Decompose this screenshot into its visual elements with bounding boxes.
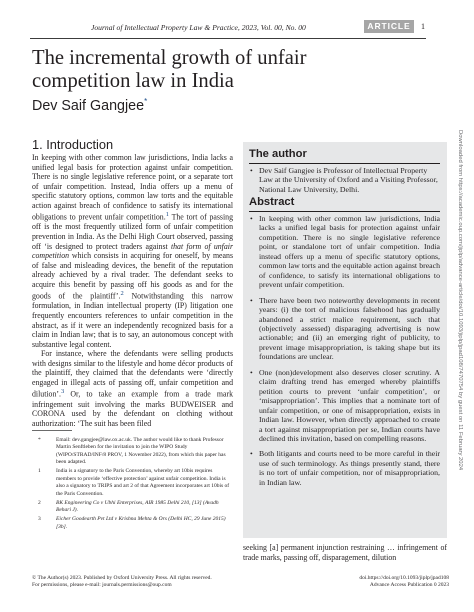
running-head: Journal of Intellectual Property Law & Practice, 2023, Vol. 00, No. 00 xyxy=(91,23,306,32)
copyright-line: © The Author(s) 2023. Published by Oxford University Press. All rights reserved. xyxy=(32,575,212,581)
introduction-body xyxy=(32,153,233,428)
footnote-item xyxy=(32,516,232,531)
advance-access-line: Advance Access Publication 0 2023 xyxy=(369,582,449,589)
footnote-ref-2[interactable]: 2 xyxy=(120,290,124,298)
text-run: Or, to take an example from a trade mark infringement suit involving the marks BUDWEISER and CORONA used by the defendant on clothing without authorization: ‘The suit has been filed xyxy=(32,389,233,428)
footnote-number: 2 xyxy=(38,499,41,506)
emphasis-text: that form of unfair competition xyxy=(32,241,233,261)
bullet-icon: • xyxy=(250,449,253,459)
abstract-item-text: One (non)development also deserves closer scrutiny. A claim drafting trend has emerged whereby plaintiffs petition courts to prevent ‘unfair competition’, or ‘misappropriation’. This implies that a nominate tort of unfair competition, or one of misappropriation, exists in Indian law. However, when directly approached to create a tort against misappropriation per se, Indian courts have declined this invitation, based on compelling reasons. xyxy=(259,367,440,443)
bullet-icon: • xyxy=(250,367,253,377)
section-heading-introduction: 1. Introduction xyxy=(32,137,114,152)
header-rule xyxy=(30,38,426,39)
author-box-heading: The author xyxy=(249,148,307,160)
footnote-rule xyxy=(32,430,72,431)
text-run: For instance, where the defendants were selling products with designs similar to the lifestyle and home décor products of the plaintiff, they claimed that the defendants were ‘directly engaged in illegal acts of passing off, unfair competition and dilution’. xyxy=(32,349,233,399)
doi-link[interactable]: doi.https://doi.org/10.1093/jiplp/jpad108 xyxy=(359,575,449,581)
footnote-item xyxy=(32,500,232,515)
download-stamp xyxy=(453,130,465,520)
abstract-heading: Abstract xyxy=(249,196,295,208)
footnote-text: Eicher Goodearth Pvt Ltd v Krishna Mehta & Ors (Delhi HC, 29 June 2015) [3b]. xyxy=(56,516,226,530)
doi-block xyxy=(341,575,449,590)
footnote-item xyxy=(32,468,232,498)
author-bio-text: Dev Saif Gangjee is Professor of Intellectual Property Law at the University of Oxford and a Visiting Professor, National Law University, Delhi. xyxy=(259,166,438,194)
bullet-icon: • xyxy=(250,214,253,223)
download-stamp-text: Downloaded from https://academic.oup.com/jiplp/advance-article/doi/10.1093/jiplp/jpad108/7470754 by guest on 11 February 2024 xyxy=(457,130,463,471)
permissions-line[interactable]: For permissions, please e-mail: journals.permissions@oup.com xyxy=(32,582,172,589)
abstract-list xyxy=(249,214,440,493)
article-title: The incremental growth of unfair competition law in India xyxy=(32,47,307,92)
copyright-notice xyxy=(32,575,212,590)
abstract-item xyxy=(249,214,440,290)
abstract-item-text: Both litigants and courts need to be more careful in their use of such terminology. As things presently stand, there is no tort of unfair competition, nor of misappropriation, in Indian law. xyxy=(259,449,440,487)
footnote-number: 1 xyxy=(38,468,41,475)
page-number: 1 xyxy=(421,22,425,31)
abstract-heading-rule xyxy=(249,211,440,212)
footnote-text: BK Engineering Co v Ubhi Enterprises, AIR 1985 Delhi 210, [13] (Avadh Behari J). xyxy=(56,499,219,514)
abstract-item-text: There have been two noteworthy developments in recent years: (i) the tort of malicious falsehood has gradually abandoned a strict malice requirement, such that (objectively assessed) disparaging advertising is now actionable; and (ii) an emerging right of publicity, to prevent image misappropriation, is taking shape but its foundations are unclear. xyxy=(259,295,440,362)
footnote-number: 3 xyxy=(38,516,41,523)
author-footnote-marker[interactable]: * xyxy=(144,97,148,106)
abstract-item xyxy=(249,449,440,487)
author-bio xyxy=(249,166,440,194)
abstract-item-text: In keeping with other common law jurisdictions, India lacks a unified legal basis for protection against unfair competition. There is no single legislative reference point, or standalone tort of unfair competition. India instead offers up a menu of specific statutory options, common law torts and the equitable action against breach of confidence, to satisfy its international obligations to prevent unfair competition. xyxy=(259,214,440,290)
bullet-icon: • xyxy=(250,166,253,175)
footnotes xyxy=(32,437,232,533)
text-run: The tort of passing off is the most frequently utilized form of unfair competition prevention in India. As the Delhi High Court observed, passing off ‘is designed to protect traders against xyxy=(32,212,234,251)
text-run: Notwithstanding this narrow formulation, in Indian intellectual property (IP) litigation one frequently encounters references to unfair competition in the abstract, as if it were an independently recognized basis for a claim in Indian law; that is to say, an autonomous concept with substantive legal content. xyxy=(32,291,233,349)
author-heading-rule xyxy=(249,163,440,164)
bullet-icon: • xyxy=(250,295,253,305)
footnote-text: Email: dev.gangjee@law.ox.ac.uk. The author would like to thank Professor Martin Senftleben for the invitation to join the WIPO Study (WIPO/STRAD/INF/8 PROV, 1 November 2022), from which this paper has been adapted. xyxy=(56,437,226,466)
intro-paragraph-1 xyxy=(32,153,233,349)
intro-paragraph-2 xyxy=(32,349,233,428)
footnote-ref-3[interactable]: 3 xyxy=(60,388,65,396)
abstract-item xyxy=(249,296,440,362)
text-run: which consists in acquiring for oneself, by means of false and misleading devices, the benefit of the reputation already achieved by a rival trader. The defendant seeks to acquire this benefit by passing off his goods as and for the goods of the plaintiff’. xyxy=(32,251,233,301)
abstract-item xyxy=(249,368,440,444)
article-type-badge: ARTICLE xyxy=(364,20,414,33)
footnote-text: India is a signatory to the Paris Convention, whereby art 10bis requires members to provide ‘effective protection’ against unfair competition. India is also a signatory to TRIPS and art 2 of that Agreement incorporates art 10bis of the Paris Convention. xyxy=(56,468,230,497)
author-name: Dev Saif Gangjee xyxy=(32,97,145,114)
author-byline xyxy=(32,97,147,114)
footnote-number: * xyxy=(38,437,41,443)
text-run: In keeping with other common law jurisdictions, India lacks a unified legal basis for protection against unfair competition. There is no single legislative reference point, or a separate tort of unfair competition. Instead, India offers up a menu of specific statutory options, common law torts and the equitable action against breach of confidence to satisfy its international obligations to prevent unfair competition. xyxy=(32,153,233,222)
body-continuation: seeking [a] permanent injunction restraining … infringement of trade marks, passing off, disparagement, dilution xyxy=(243,543,447,562)
footnote-ref-1[interactable]: 1 xyxy=(165,211,169,219)
footnote-item xyxy=(32,437,232,467)
